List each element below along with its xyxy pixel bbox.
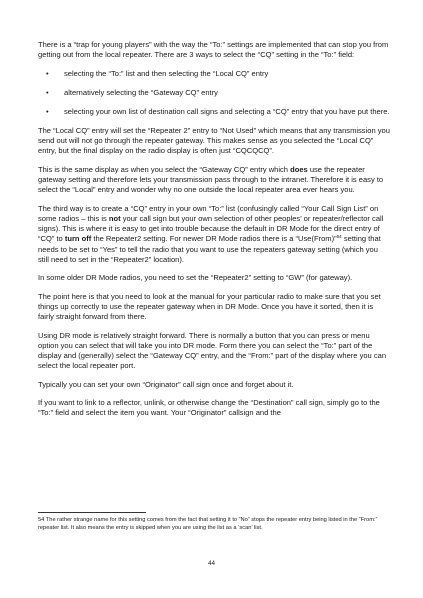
footnote-number: 54 [38,517,45,523]
text-run: This is the same display as when you select the “Gateway CQ” entry which [38,164,291,174]
gateway-cq-paragraph [38,165,390,196]
emphasis-not: not [108,213,121,223]
list-item-text: selecting your own list of destination call signs and selecting a “CQ” entry that you have put there. [64,107,390,117]
older-radios-paragraph: In some older DR Mode radios, you need to set the “Repeater2” setting to “GW” (for gateway). [38,273,353,283]
destination-paragraph: If you want to link to a reflector, unlink, or otherwise change the “Destination” call sign, simply go to the “To:” field and select the item you want. Your “Originator” callsign and the [38,398,380,418]
text-run: your call sign but your own selection of other peoples’ or repeater/reflector call signs). This is where it is easy to get into trouble because the default in DR Mode for the direct entry of “CQ” to [38,213,384,244]
text-run: use the repeater gateway setting and therefore lets your transmission pass through to the intranet. Therefore it is easy to select the “Local” entry and wonder why no one outside the local repeater area ever hears you. [38,164,384,195]
footnote-divider [38,512,146,513]
page-number: 44 [207,560,215,567]
bullet-icon: • [46,68,49,78]
dr-mode-paragraph: Using DR mode is relatively straight forward. There is normally a button that you can press or menu option you can select that will take you into DR mode. Form there you can select the “To:” part of the display and (generally) select the “Gateway CQ” entry, and the “From:” part of the display where you can select the local repeater port. [38,330,387,371]
list-item-text: selecting the “To:” list and then selecting the “Local CQ” entry [64,68,269,78]
text-run: The third way is to create a “CQ” entry in your own “To:” list (confusingly called “Your Call Sign List” on some radios – this is [38,203,379,223]
bullet-icon: • [46,87,49,97]
manual-paragraph: The point here is that you need to look at the manual for your particular radio to make sure that you set things up correctly to use the repeater gateway when in DR Mode. Once you have it sorted, then it is fairly straight forward from there. [38,291,381,322]
list-item [38,69,390,79]
bullet-icon: • [46,107,49,117]
third-way-paragraph [38,204,390,265]
text-run: the Repeater2 setting. For newer DR Mode radios there is a “Use(From)” [91,234,337,244]
intro-paragraph: There is a “trap for young players” with the way the “To:” settings are implemented that can stop you from getting out from the local repeater. There are 3 ways to select the “CQ” setting in the “To:” field: [38,40,389,60]
footnote-text: The rather strange name for this setting comes from the fact that setting it to “No” stops the repeater entry being listed in the “From:” repeater list. It also means the entry is skipped when you are using the list as a ‘scan’ list. [38,517,378,531]
originator-paragraph: Typically you can set your own “Originator” call sign once and forget about it. [38,379,294,389]
cq-methods-list [38,69,390,118]
list-item [38,107,390,117]
footnote [38,517,390,533]
emphasis-turn-off: turn off [64,234,92,244]
list-item [38,88,390,98]
emphasis-does: does [290,164,308,174]
text-run: setting that needs to be set to “Yes” to tell the radio that you want to use the repeaters gateway setting (which you still need to set in the “Repeater2” location). [38,234,381,264]
page-body [38,40,390,427]
local-cq-paragraph: The “Local CQ” entry will set the “Repeater 2” entry to “Not Used” which means that any transmission you send out will not go through the repeater gateway. This makes sense as you selected the “Local CQ” entry, but the final display on the radio display is often just “CQCQCQ”. [38,125,390,156]
footnote-reference[interactable]: 54 [336,234,342,240]
list-item-text: alternatively selecting the “Gateway CQ” entry [64,87,218,97]
